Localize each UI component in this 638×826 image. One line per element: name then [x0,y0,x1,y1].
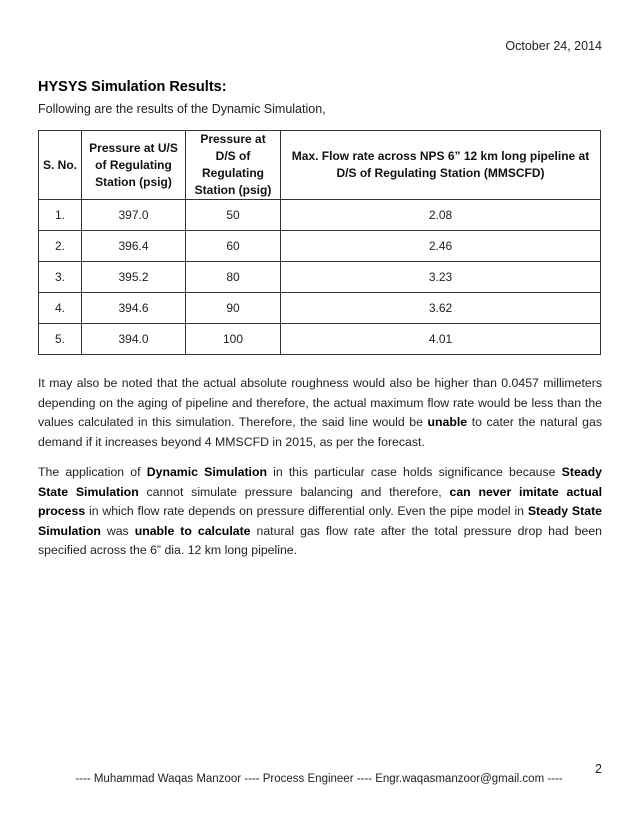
cell-us-pressure: 396.4 [82,231,186,262]
bold-run: Dynamic Simulation [146,465,267,479]
text-run: The application of [38,465,147,479]
cell-ds-pressure: 60 [186,231,281,262]
cell-max-flow: 3.23 [281,262,601,293]
table-row [39,200,601,231]
cell-sno: 5. [39,324,82,355]
cell-ds-pressure: 100 [186,324,281,355]
table-header-row [39,131,601,200]
cell-max-flow: 2.46 [281,231,601,262]
bold-run: unable to calculate [134,523,251,538]
results-table [38,130,601,355]
cell-max-flow: 3.62 [281,293,601,324]
text-run: was [100,523,135,538]
header-us-pressure: Pressure at U/S of Regulating Station (psig) [82,131,186,200]
text-run: to cater the natural gas demand if it increases beyond 4 MMSCFD in 2015, as per the forecast. [38,415,602,449]
section-heading: HYSYS Simulation Results: [38,79,227,95]
text-run: cannot simulate pressure balancing and therefore, [138,484,450,499]
table-row [39,262,601,293]
cell-max-flow: 2.08 [281,200,601,231]
page-number: 2 [595,762,602,776]
bold-run: Steady State Simulation [38,465,602,499]
text-run: in which flow rate depends on pressure differential only. Even the pipe model in [85,504,528,518]
header-ds-pressure: Pressure at D/S of Regulating Station (psig) [186,131,281,200]
roughness-paragraph [38,374,602,452]
cell-ds-pressure: 80 [186,262,281,293]
table-row [39,324,601,355]
text-run: It may also be noted that the actual absolute roughness would also be higher than 0.0457 millimeters depending on the aging of pipeline and therefore, the actual maximum flow rate would be less than the values calculated in this simulation. Therefore, the said line would be [38,376,602,429]
footer-text: ---- Muhammad Waqas Manzoor ---- Process Engineer ---- Engr.waqasmanzoor@gmail.com ---- [75,773,563,785]
cell-ds-pressure: 90 [186,293,281,324]
cell-us-pressure: 394.6 [82,293,186,324]
bold-run: unable [427,415,468,429]
text-run: natural gas flow rate after the total pressure drop had been specified across the 6” dia. 12 km long pipeline. [38,523,603,557]
cell-sno: 4. [39,293,82,324]
cell-sno: 2. [39,231,82,262]
cell-ds-pressure: 50 [186,200,281,231]
header-max-flow: Max. Flow rate across NPS 6” 12 km long pipeline at D/S of Regulating Station (MMSCFD) [281,131,601,200]
cell-max-flow: 4.01 [281,324,601,355]
header-sno: S. No. [39,131,82,200]
bold-run: can never imitate actual process [38,484,602,518]
dynamic-simulation-paragraph [38,463,602,561]
cell-us-pressure: 397.0 [82,200,186,231]
table-row [39,231,601,262]
cell-sno: 1. [39,200,82,231]
text-run: in this particular case holds significance because [267,465,562,479]
document-date: October 24, 2014 [505,39,602,53]
table-row [39,293,601,324]
cell-sno: 3. [39,262,82,293]
cell-us-pressure: 395.2 [82,262,186,293]
cell-us-pressure: 394.0 [82,324,186,355]
bold-run: Steady State Simulation [38,504,602,538]
intro-text: Following are the results of the Dynamic Simulation, [38,102,326,116]
